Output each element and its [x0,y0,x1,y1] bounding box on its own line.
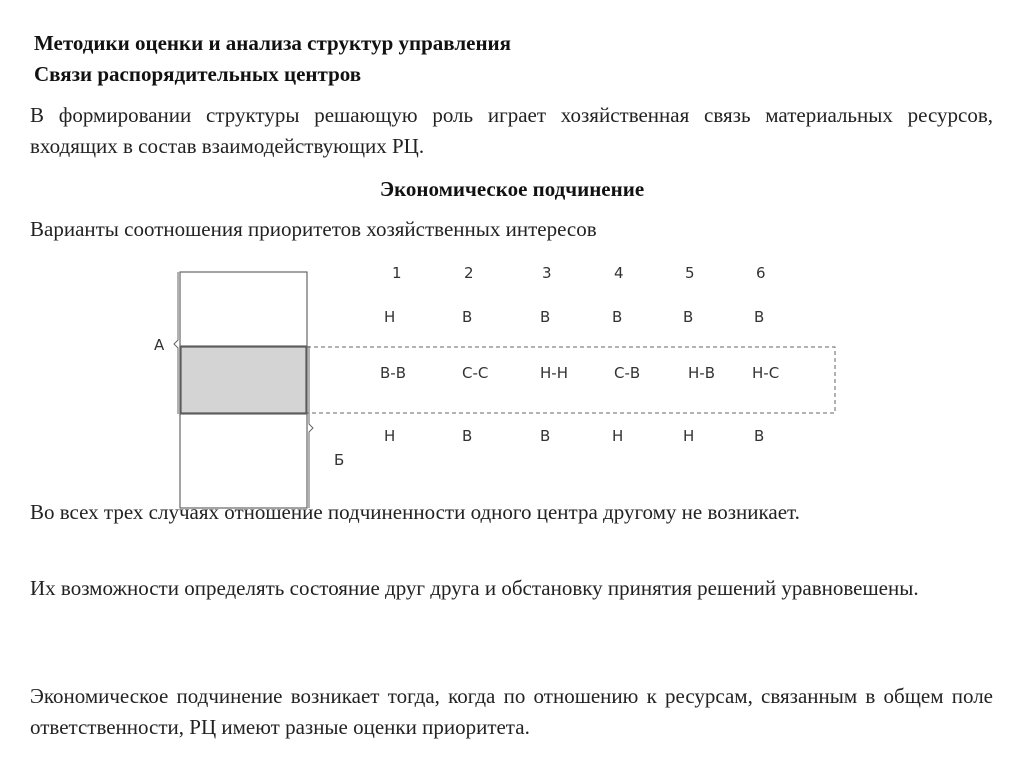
column-number: 6 [756,264,766,282]
row-a-value: Н [384,308,396,326]
priority-diagram [140,258,840,513]
overlap-zone [181,347,306,413]
row-a-values [384,308,764,326]
row-middle-value: С-В [614,364,641,382]
column-number: 4 [614,264,624,282]
row-b-value: Н [683,427,695,445]
paragraph-balanced: Их возможности определять состояние друг друга и обстановку принятия решений уравновешены. [30,576,919,600]
row-b-value: В [462,427,473,445]
intro-paragraph: В формировании структуры решающую роль играет хозяйственная связь материальных ресурсов, входящих в состав взаимодействующих РЦ. [30,103,993,158]
row-b-values [384,427,764,445]
slide-title: Методики оценки и анализа структур управления [34,31,512,55]
paragraph-economic-subordination: Экономическое подчинение возникает тогда, когда по отношению к ресурсам, связанным в общем поле ответственности, РЦ имеют разные оценки приоритета. [30,684,993,739]
row-b-value: Н [612,427,624,445]
row-a-value: В [612,308,623,326]
brace-b [309,346,313,508]
section-heading: Экономическое подчинение [379,177,645,201]
row-a-value: В [540,308,551,326]
row-b-value: Н [384,427,396,445]
row-a-value: В [754,308,765,326]
variants-caption: Варианты соотношения приоритетов хозяйственных интересов [30,217,597,241]
column-number: 5 [685,264,695,282]
paragraph-no-subordination: Во всех трех случаях отношение подчиненности одного центра другому не возникает. [30,500,800,524]
row-a-value: В [683,308,694,326]
row-middle-value: Н-В [688,364,715,382]
label-b: Б [334,451,345,469]
column-number: 2 [464,264,474,282]
row-middle-value: Н-С [752,364,780,382]
row-a-value: В [462,308,473,326]
row-middle-value: Н-Н [540,364,568,382]
row-middle-values [380,364,779,382]
row-b-value: В [540,427,551,445]
label-a: А [154,336,165,354]
column-numbers [392,264,766,282]
row-b-value: В [754,427,765,445]
brace-a [174,272,178,414]
slide-subtitle: Связи распорядительных центров [34,62,362,86]
row-middle-value: С-С [462,364,489,382]
column-number: 3 [542,264,552,282]
column-number: 1 [392,264,402,282]
row-middle-value: В-В [380,364,406,382]
